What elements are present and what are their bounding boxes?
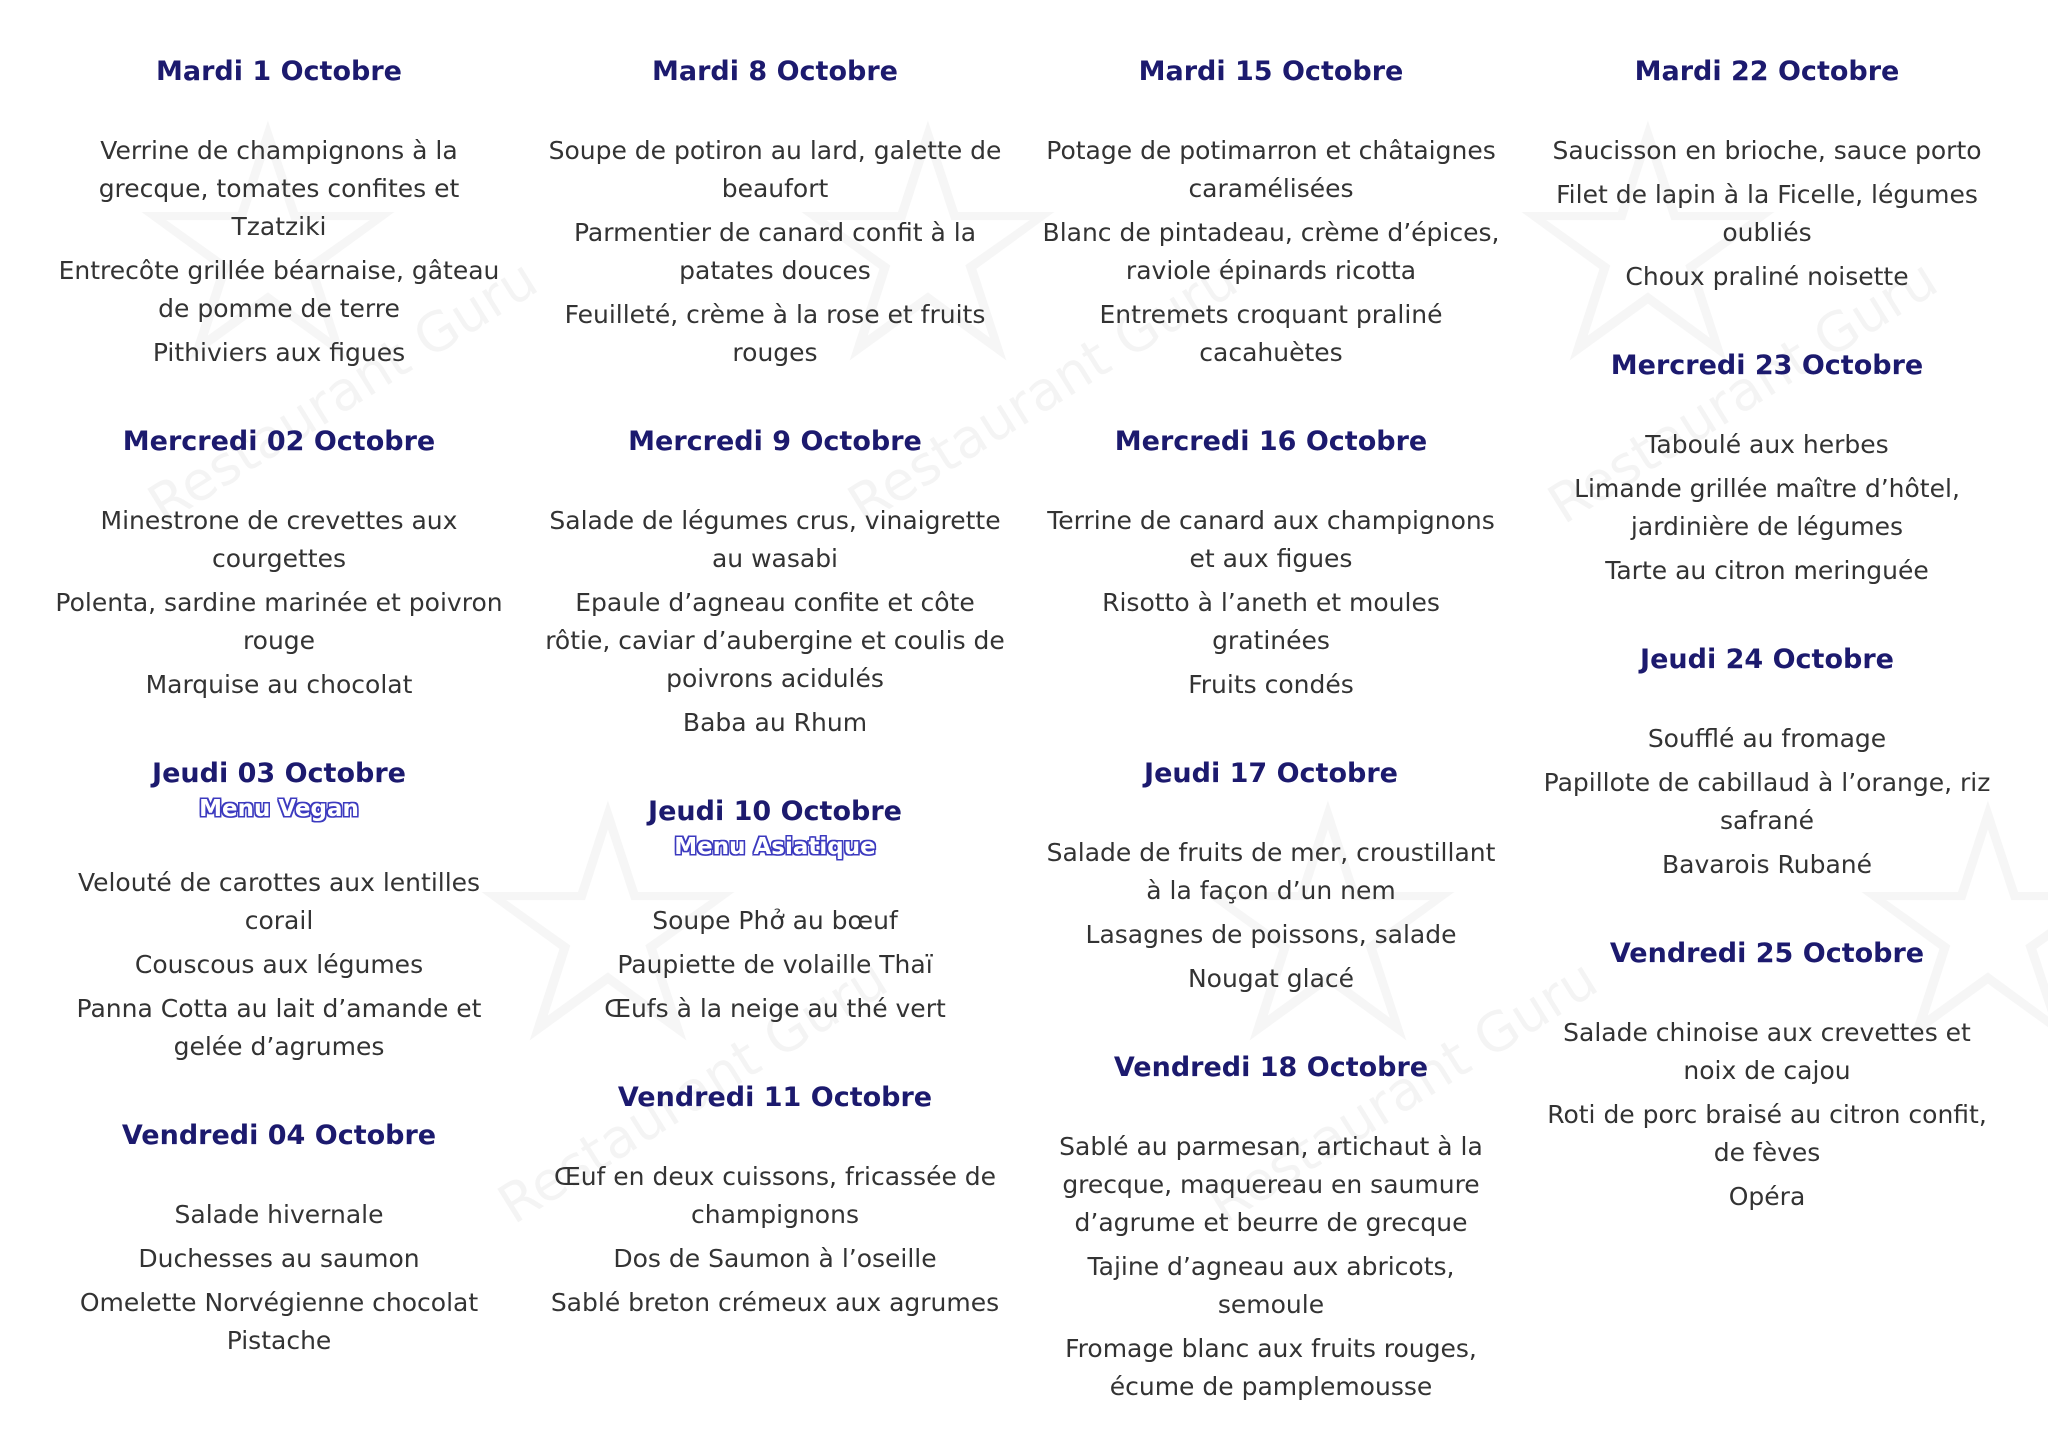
menu-day [1041, 422, 1501, 704]
dish-list [49, 864, 509, 1066]
dish-item: Salade hivernale [174, 1200, 384, 1229]
menu-day [1537, 52, 1997, 296]
dish-item: Roti de porc braisé au citron confit, de fèves [1547, 1100, 1987, 1167]
dish-item: Œuf en deux cuissons, fricassée de champignons [553, 1162, 997, 1229]
day-title: Mercredi 02 Octobre [122, 426, 436, 457]
dish-list [1041, 1128, 1501, 1406]
dish-list [545, 132, 1005, 372]
dish-item: Blanc de pintadeau, crème d’épices, raviole épinards ricotta [1042, 218, 1500, 285]
dish-item: Soupe Phở au bœuf [652, 906, 898, 935]
dish-item: Papillote de cabillaud à l’orange, riz safrané [1543, 768, 1991, 835]
dish-item: Entremets croquant praliné cacahuètes [1099, 300, 1443, 367]
dish-item: Risotto à l’aneth et moules gratinées [1102, 588, 1440, 655]
dish-item: Duchesses au saumon [138, 1244, 420, 1273]
dish-item: Saucisson en brioche, sauce porto [1552, 136, 1982, 165]
dish-item: Omelette Norvégienne chocolat Pistache [79, 1288, 479, 1355]
menu-day [1537, 934, 1997, 1216]
dish-item: Parmentier de canard confit à la patates douces [573, 218, 977, 285]
day-title: Vendredi 25 Octobre [1609, 938, 1925, 969]
dish-list [1537, 1014, 1997, 1216]
dish-item: Choux praliné noisette [1625, 262, 1909, 291]
menu-theme-label: Menu Asiatique [674, 834, 876, 860]
dish-list [1537, 720, 1997, 884]
menu-day [545, 52, 1005, 372]
dish-item: Sablé breton crémeux aux agrumes [550, 1288, 1000, 1317]
dish-item: Nougat glacé [1187, 964, 1355, 993]
dish-item: Soufflé au fromage [1647, 724, 1887, 753]
day-title: Vendredi 04 Octobre [121, 1120, 437, 1151]
menu-column [1537, 52, 1997, 1222]
dish-item: Epaule d’agneau confite et côte rôtie, caviar d’aubergine et coulis de poivrons acidulés [545, 588, 1005, 693]
dish-list [1537, 426, 1997, 590]
dish-item: Dos de Saumon à l’oseille [613, 1244, 937, 1273]
dish-item: Baba au Rhum [682, 708, 868, 737]
day-title: Jeudi 17 Octobre [1144, 758, 1398, 789]
dish-item: Paupiette de volaille Thaï [617, 950, 933, 979]
menu-day [1041, 52, 1501, 372]
day-title: Vendredi 11 Octobre [617, 1082, 933, 1113]
dish-item: Entrecôte grillée béarnaise, gâteau de pomme de terre [58, 256, 500, 323]
day-title: Jeudi 24 Octobre [1640, 644, 1894, 675]
dish-item: Polenta, sardine marinée et poivron rouge [55, 588, 503, 655]
dish-item: Fruits condés [1188, 670, 1354, 699]
dish-item: Velouté de carottes aux lentilles corail [77, 868, 481, 935]
day-title: Mardi 15 Octobre [1138, 56, 1404, 87]
dish-item: Salade de légumes crus, vinaigrette au wasabi [549, 506, 1001, 573]
dish-item: Marquise au chocolat [145, 670, 413, 699]
menu-day [49, 1116, 509, 1360]
dish-list [1041, 502, 1501, 704]
day-title: Mercredi 16 Octobre [1114, 426, 1428, 457]
dish-item: Salade chinoise aux crevettes et noix de cajou [1563, 1018, 1971, 1085]
menu-day [545, 1078, 1005, 1322]
dish-item: Lasagnes de poissons, salade [1085, 920, 1457, 949]
dish-list [545, 902, 1005, 1028]
menu-day [545, 792, 1005, 1028]
dish-list [1041, 834, 1501, 998]
day-title: Mercredi 23 Octobre [1610, 350, 1924, 381]
dish-item: Couscous aux légumes [134, 950, 424, 979]
menu-column [1041, 52, 1501, 1412]
day-title: Jeudi 03 Octobre [152, 758, 406, 789]
dish-item: Opéra [1728, 1182, 1806, 1211]
menu-column [545, 52, 1005, 1328]
menu-day [49, 754, 509, 1066]
day-title: Mercredi 9 Octobre [628, 426, 922, 457]
day-title: Mardi 8 Octobre [652, 56, 898, 87]
dish-list [1537, 132, 1997, 296]
day-title: Jeudi 10 Octobre [648, 796, 902, 827]
dish-item: Tarte au citron meringuée [1605, 556, 1929, 585]
dish-item: Sablé au parmesan, artichaut à la grecque, maquereau en saumure d’agrume et beurre de grecque [1059, 1132, 1483, 1237]
dish-item: Œufs à la neige au thé vert [604, 994, 946, 1023]
dish-item: Pithiviers aux figues [152, 338, 406, 367]
dish-item: Panna Cotta au lait d’amande et gelée d’agrumes [76, 994, 482, 1061]
day-title: Mardi 22 Octobre [1634, 56, 1900, 87]
dish-list [545, 1158, 1005, 1322]
dish-item: Verrine de champignons à la grecque, tomates confites et Tzatziki [98, 136, 460, 241]
menu-day [49, 422, 509, 704]
dish-item: Potage de potimarron et châtaignes caramélisées [1046, 136, 1496, 203]
dish-item: Fromage blanc aux fruits rouges, écume de pamplemousse [1065, 1334, 1477, 1401]
dish-list [49, 1196, 509, 1360]
day-title: Vendredi 18 Octobre [1113, 1052, 1429, 1083]
menu-column [49, 52, 509, 1366]
menu-day [1041, 754, 1501, 998]
dish-item: Minestrone de crevettes aux courgettes [100, 506, 458, 573]
dish-item: Tajine d’agneau aux abricots, semoule [1087, 1252, 1455, 1319]
dish-list [49, 502, 509, 704]
day-title: Mardi 1 Octobre [156, 56, 402, 87]
dish-item: Terrine de canard aux champignons et aux figues [1047, 506, 1495, 573]
menu-day [1041, 1048, 1501, 1406]
dish-item: Feuilleté, crème à la rose et fruits rouges [564, 300, 986, 367]
menu-theme-label: Menu Vegan [199, 796, 359, 822]
menu-day [49, 52, 509, 372]
menu-day [1537, 640, 1997, 884]
dish-item: Filet de lapin à la Ficelle, légumes oubliés [1556, 180, 1978, 247]
dish-item: Salade de fruits de mer, croustillant à la façon d’un nem [1046, 838, 1496, 905]
dish-item: Taboulé aux herbes [1645, 430, 1889, 459]
dish-list [545, 502, 1005, 742]
menu-day [545, 422, 1005, 742]
dish-item: Limande grillée maître d’hôtel, jardinière de légumes [1574, 474, 1960, 541]
menu-day [1537, 346, 1997, 590]
dish-list [1041, 132, 1501, 372]
dish-item: Soupe de potiron au lard, galette de beaufort [548, 136, 1002, 203]
dish-item: Bavarois Rubané [1661, 850, 1873, 879]
dish-list [49, 132, 509, 372]
